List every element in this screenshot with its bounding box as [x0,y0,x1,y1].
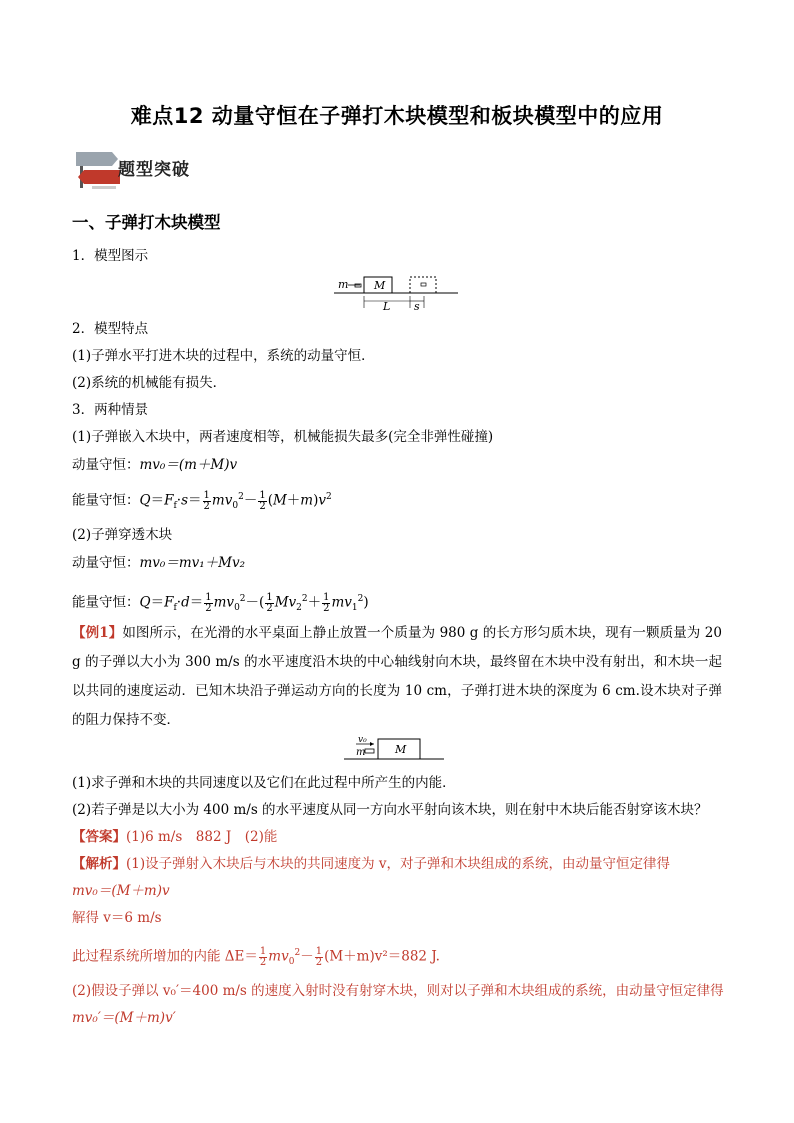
example-tag: 【例1】 [72,625,123,641]
item-two-cases: 3．两种情景 [72,402,149,418]
case2-energy: 能量守恒：$Q=F_f\cdot d=$ $\frac{1}{2}$ $mv_0^2-$( $\frac{1}{2}$ $Mv_2^2+$ $\frac{1}{2}$ $mv_1^2$) [72,591,369,614]
analysis-line-6: mv₀′＝(M＋m)v′ [72,1010,176,1026]
case-2: (2)子弹穿透木块 [72,527,173,543]
item-model-features: 2．模型特点 [72,321,149,337]
analysis-line-5: (2)假设子弹以 v₀′＝400 m/s 的速度入射时没有射穿木块，则对以子弹和木块组成的系统，由动量守恒定律得 [72,983,724,999]
page-title: 难点12 动量守恒在子弹打木块模型和板块模型中的应用 [130,104,664,128]
case2-momentum: 动量守恒：mv₀＝mv₁＋Mv₂ [72,555,246,571]
figure1-m-label: m [338,278,349,291]
item-model-figure: 1．模型图示 [72,248,149,264]
analysis-line-2: mv₀＝(M＋m)v [72,883,170,899]
section-heading: 一、子弹打木块模型 [72,213,221,232]
answer: 【答案】(1)6 m/s 882 J (2)能 [72,829,278,845]
feature-2: (2)系统的机械能有损失． [72,375,227,391]
analysis-line-4: 此过程系统所增加的内能 ΔE＝ $\frac{1}{2}$ $mv_0^2-$ $\frac{1}{2}$ (M＋m)v²＝882 J. [72,945,440,968]
bullet-block-diagram-2 [344,733,444,763]
analysis-line-3: 解得 v＝6 m/s [72,910,162,926]
feature-1: (1)子弹水平打进木块的过程中，系统的动量守恒． [72,348,375,364]
figure1-M-label: M [374,279,386,292]
question-2: (2)若子弹是以大小为 400 m/s 的水平速度从同一方向水平射向该木块，则在射中木块后能否射穿该木块？ [72,802,708,818]
case1-momentum-expr: mv₀＝(m＋M)v [139,457,238,473]
case1-energy: 能量守恒：$Q=F_f\cdot s=$ $\frac{1}{2}$ $mv_0^2-$ $\frac{1}{2}$ $(M+m)v^2$ [72,489,332,512]
figure2-v0-label: v₀ [358,735,367,745]
bullet-block-diagram [334,272,458,312]
case1-momentum: 动量守恒：mv₀＝(m＋M)v [72,457,238,473]
question-1: (1)求子弹和木块的共同速度以及它们在此过程中所产生的内能． [72,775,456,791]
case2-momentum-expr: mv₀＝mv₁＋Mv₂ [139,555,246,571]
figure1-L-label: L [383,300,391,312]
figure2-m-label: m [356,747,366,758]
example-text: 如图所示，在光滑的水平桌面上静止放置一个质量为 980 g 的长方形匀质木块，现有一颗质量为 20 g 的子弹以大小为 300 m/s 的水平速度沿木块的中心轴线射向木块，最终留在木块中没有射出，和木块一起以共同的速度运动．已知木块沿子弹运动方向的长度为 10 cm，子弹打进木块的深度为 6 cm.设木块对子弹的阻力保持不变． [72,625,722,728]
figure2-M-label: M [395,743,407,756]
analysis-line-1: 【解析】(1)设子弹射入木块后与木块的共同速度为 v，对子弹和木块组成的系统，由动量守恒定律得 [72,856,671,872]
case-1: (1)子弹嵌入木块中，两者速度相等，机械能损失最多(完全非弹性碰撞) [72,429,494,445]
section-banner-label: 题型突破 [118,160,190,180]
example-1 [72,619,722,735]
figure1-s-label: s [414,300,420,312]
